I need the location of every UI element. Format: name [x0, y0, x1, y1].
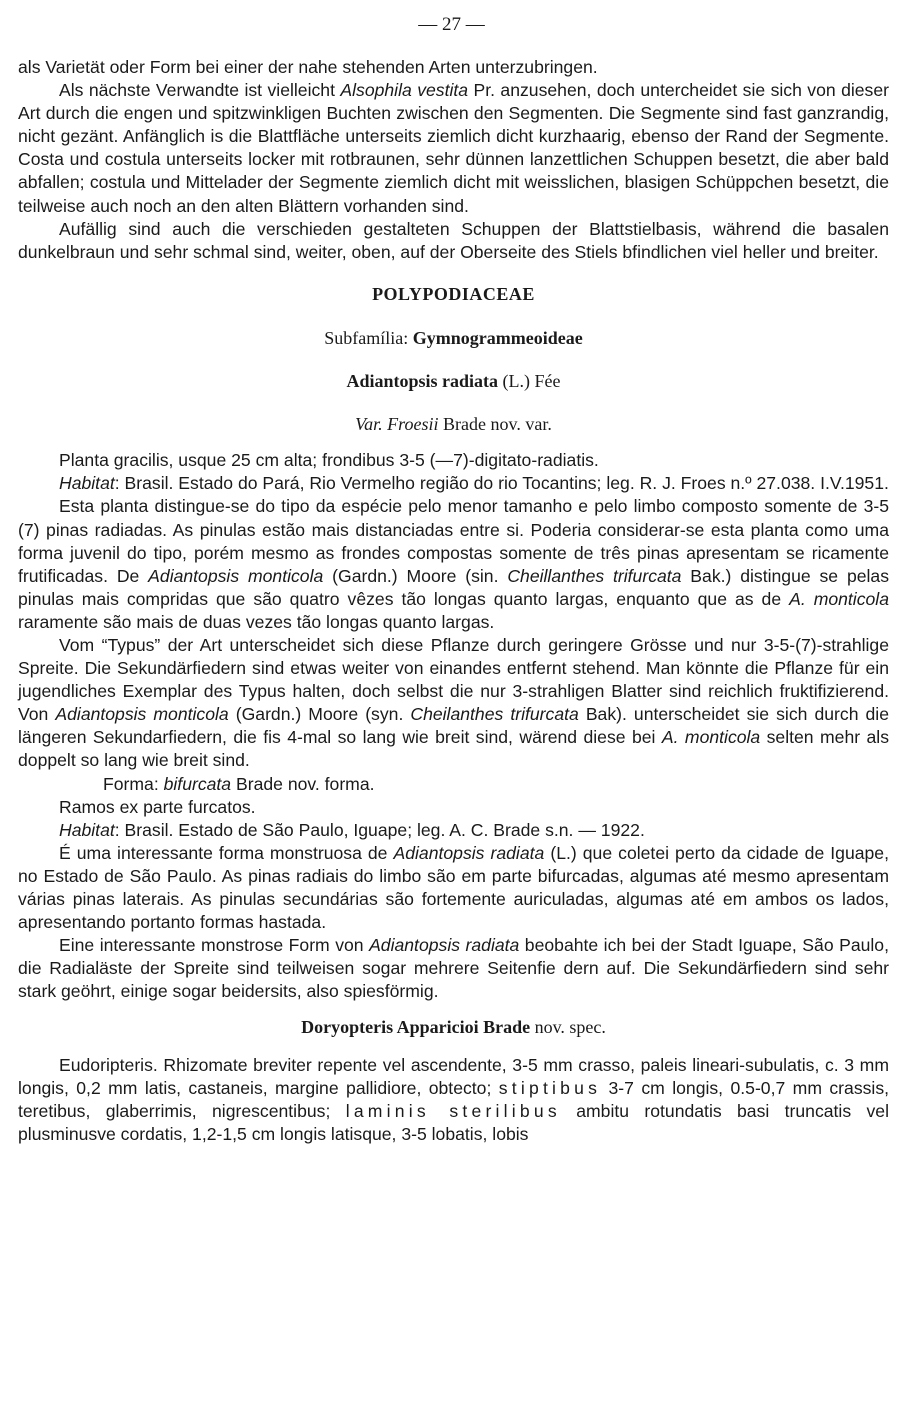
doryopteris-heading: Doryopteris Apparicioi Brade nov. spec.	[301, 1017, 606, 1038]
forma-section	[18, 773, 889, 1004]
forma-heading: Forma: bifurcata Brade nov. forma.	[103, 773, 375, 794]
paragraph-continuation: als Varietät oder Form bei einer der nahe stehenden Arten unterzubringen.	[18, 57, 598, 77]
species-heading: Adiantopsis radiata (L.) Fée	[346, 371, 561, 392]
adiantopsis-section	[18, 449, 889, 772]
portuguese-description: Esta planta distingue-se do tipo da espécie pelo menor tamanho e pelo limbo composto somente de 3-5 (7) pinas radiadas. As pinulas estão mais distanciadas entre si. Poderia considerar-se esta planta como uma forma juvenil do tipo, porém mesmo as frondes compostas somente de três pinas apresentam se ricamente frutificadas. De Adiantopsis monticola (Gardn.) Moore (sin. Cheillanthes trifurcata Bak.) distingue se pelas pinulas mais compridas que são quatro vêzes tão longas quanto largas, enquanto que as de A. monticola raramente são mais de duas vezes tão longas quanto largas.	[18, 496, 890, 632]
doryopteris-section	[18, 1054, 889, 1146]
forma-diagnosis: Ramos ex parte furcatos.	[59, 796, 256, 817]
german-description: Vom “Typus” der Art unterscheidet sich diese Pflanze durch geringere Grösse und nur 3-5-(7)-strahlige Spreite. Die Sekundärfiedern sind etwas weiter von einandes entfernt stehend. Man könnte die Pflanze für ein jugendliches Exemplar des Typus halten, doch selbst die nur 3-strahligen Blatter sind reichlich fruktifizierend. Von Adiantopsis monticola (Gardn.) Moore (syn. Cheilanthes trifurcata Bak). unterscheidet sie sich durch die längeren Sekundarfiedern, die fis 4-mal so lang wie breit sind, wärend diese bei A. monticola selten mehr als doppelt so lang wie breit sind.	[18, 634, 889, 771]
forma-portuguese: É uma interessante forma monstruosa de Adiantopsis radiata (L.) que coletei perto da cidade de Iguape, no Estado de São Paulo. As pinas radiais do limbo são em parte bifurcadas, algumas até mesmo apresentam várias pinas laterais. As pinulas secundárias são fortemente auriculadas, algumas até em ambos os lados, apresentando portanto formas hastada.	[18, 842, 889, 933]
paragraph-schuppen: Aufällig sind auch die verschieden gestalteten Schuppen der Blattstielbasis, während die basalen dunkelbraun und sehr schmal sind, weiter, oben, auf der Oberseite des Stiels bfindlichen viel heller und breiter.	[18, 218, 889, 262]
latin-diagnosis: Planta gracilis, usque 25 cm alta; frondibus 3-5 (—7)-digitato-radiatis.	[59, 450, 599, 471]
page-number: — 27 —	[418, 14, 485, 35]
taxon-name: Alsophila vestita	[340, 80, 469, 101]
doryopteris-description: Eudoripteris. Rhizomate breviter repente vel ascendente, 3-5 mm crasso, paleis lineari-subulatis, c. 3 mm longis, 0,2 mm latis, castaneis, margine pallidiore, obtecto; stiptibus 3-7 cm longis, 0.5-0,7 mm crassis, teretibus, glaberrimis, nigrescentibus; laminis sterilibus ambitu rotundatis basi truncatis vel plusminusve cordatis, 1,2-1,5 cm longis latisque, 3-5 lobatis, lobis	[18, 1054, 890, 1144]
variety-heading: Var. Froesii Brade nov. var.	[355, 414, 552, 435]
subfamily-heading: Subfamília: Gymnogrammeoideae	[324, 327, 583, 348]
forma-german: Eine interessante monstrose Form von Adiantopsis radiata beobahte ich bei der Stadt Iguape, São Paulo, die Radialäste der Spreite sind teilweisen sogar mehrere Seitenfie dern auf. Die Sekundärfiedern sind sehr stark geöhrt, einige sogar beidersits, also spiesförmig.	[18, 935, 889, 1002]
forma-habitat: Habitat: Brasil. Estado de São Paulo, Iguape; leg. A. C. Brade s.n. — 1922.	[59, 819, 645, 840]
german-intro-section	[18, 56, 889, 264]
habitat-paragraph: Habitat: Brasil. Estado do Pará, Rio Vermelho região do rio Tocantins; leg. R. J. Froes n.º 27.038. I.V.1951.	[59, 473, 889, 494]
paragraph-alsophila: Als nächste Verwandte ist vielleicht Alsophila vestita Pr. anzusehen, doch untercheidet sie sich von dieser Art durch die engen und spitzwinkligen Buchten zwischen den Segmenten. Die Segmente sind fast ganzrandig, nicht gezänt. Anfänglich is die Blattfläche unterseits ziemlich dicht kurzhaarig, ebenso der Rand der Segmente. Costa und costula unterseits locker mit rotbraunen, sehr dünnen lanzettlichen Schuppen besetzt, die aber bald abfallen; costula und Mittelader der Segmente ziemlich dicht mit weisslichen, blasigen Schüppchen besetzt, die teilweise auch noch an den alten Blättern vorhanden sind.	[18, 80, 889, 216]
family-heading: POLYPODIACEAE	[372, 283, 535, 304]
